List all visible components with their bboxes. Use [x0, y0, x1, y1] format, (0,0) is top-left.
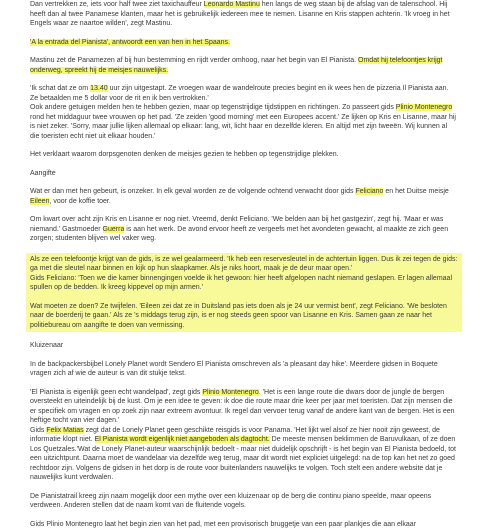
paragraph [30, 520, 458, 529]
text-run: In de backpackersbijbel Lonely Planet wordt Sendero El Pianista omschreven als 'a pleasant day hike'. Meerdere gidsen in Boquete vragen zich af wie de auteur is van dit stukje tekst. [30, 361, 438, 378]
section-heading [30, 169, 458, 179]
text-run: Kluizenaar [30, 342, 63, 349]
paragraph [30, 150, 458, 160]
paragraph [30, 56, 458, 75]
text-run: Als ze een telefoontje krijgt van de gids, is ze wel gealarmeerd. 'Ik heb een reservesleutel in de achtertuin liggen. Dus ik zei tegen de gids: ga met die sleutel naar binnen en kijk op hun slaapkamer. Als je niks hoort, maak je de deur maar open.' Gids Feliciano: 'Toen we die kamer binnengingen voelde ik het gewoon: hier heeft afgelopen nacht niemand geslapen. Er lagen allemaal spullen op de bedden. Ik kreeg kippevel op mijn armen.' [30, 256, 457, 292]
paragraph [30, 215, 458, 244]
paragraph-gap [30, 206, 458, 215]
text-run: Wat er dan met hen gebeurt, is onzeker. In elk geval worden ze de volgende ochtend verwacht door gids [30, 188, 355, 195]
section-heading [30, 341, 458, 351]
highlighted-text: Plinio Montenegro [396, 104, 452, 111]
paragraph-gap [30, 141, 458, 150]
block-paragraph [30, 302, 458, 331]
text-run: . 'Het is een lange route die dwars door de jungle de bergen oversteekt en uiteindelijk bij de kust. Om je een idee te geven: ik doe die route maar drie keer per jaar met toeristen. Dat zijn mensen die er specifiek om vragen en op zoek zijn naar extreem avontuur. Ik regel dan vervoer terug vanaf de andere kant van de bergen. Het is een heftige tocht van vier dagen.' [30, 389, 455, 425]
paragraph-gap [30, 332, 458, 341]
paragraph-gap [30, 244, 458, 253]
text-run: Aangifte [30, 170, 56, 177]
highlighted-text: Plinio Montenegro [202, 389, 258, 396]
paragraph [30, 0, 458, 29]
text-run: uur zijn uitgestapt. Ze vroegen waar de wandelroute precies begint en ik wees hen de pizzeria Il Pianista aan. Ze betaalden me 5 dollar voor de rit en ik ben vertrokken.' [30, 85, 449, 102]
text-run: Het verklaart waarom dorpsgenoten denken de meisjes gezien te hebben op tegenstrijdige plekken. [30, 151, 339, 158]
highlighted-text: Feliciano [355, 188, 383, 195]
text-run: Ook andere getuigen melden hen te hebben gezien, maar op tegenstrijdige tijdstippen en richtingen. Zo passeert gids [30, 104, 396, 111]
highlighted-text: Omdat hij telefoontjes krijgt onderweg, spreekt hij de meisjes nauwelijks. [30, 57, 442, 74]
paragraph-gap [30, 351, 458, 360]
text-run: 'Ik schat dat ze om [30, 85, 90, 92]
text-run: 'El Pianista is eigenlijk geen echt wandelpad', zegt gids [30, 389, 202, 396]
paragraph-gap [30, 178, 458, 187]
paragraph-gap [30, 160, 458, 169]
text-run: zegt dat de Lonely Planet geen geschikte reisgids is voor Panama. 'Het lijkt wel alsof ze hier nooit zijn geweest, de informatie klopt niet. [30, 427, 440, 444]
text-run: Mastinu zet de Panamezen af bij hun bestemming en rijdt verder omhoog, naar het begin van El Pianista. [30, 57, 358, 64]
paragraph [30, 388, 458, 483]
highlighted-text: El Pianista wordt eigenlijk niet aangeboden als dagtocht. [95, 436, 270, 443]
text-run: De Pianistatrail kreeg zijn naam mogelijk door een mythe over een kluizenaar op de berg die continu piano speelde, maar opeens verdween. Anderen stellen dat de naam komt van de fluitende vogels. [30, 493, 431, 510]
highlighted-text: 'A la entrada del Pianista', antwoordt een van hen in het Spaans. [30, 39, 230, 46]
paragraph [30, 187, 458, 206]
text-run: hen langs de weg staan bij de afslag van de talenschool. Hij heeft dan al twee Panamese klanten, maar het is gebruikelijk iedereen mee te nemen. Lisanne en Kris stappen achterin. 'Ik vroeg in het Engels waar ze naartoe wilden', zegt Mastinu. [30, 1, 450, 27]
paragraph-gap [30, 29, 458, 38]
highlighted-text: Guerra [103, 226, 125, 233]
text-run: is aan het werk. De avond ervoor heeft ze vergeefs met het avondeten gewacht, al maakte ze zich geen zorgen; studenten blijven wel vaker weg. [30, 226, 448, 243]
text-run: Om kwart over acht zijn Kris en Lisanne er nog niet. Vreemd, denkt Feliciano. 'We belden aan bij het gastgezin', zegt hij. 'Maar er was niemand.' Gastmoeder [30, 216, 443, 233]
paragraph [30, 84, 458, 141]
paragraph-gap [30, 75, 458, 84]
highlighted-text: Felix Matias [46, 427, 83, 434]
text-run: Wat moeten ze doen? Ze twijfelen. 'Eileen zei dat ze in Duitsland pas iets doen als je 24 uur vermist bent', zegt Feliciano. 'We besloten naar de boerderij te gaan.' Als ze 's middags terug zijn, is er nog steeds geen spoor van Lisanne en Kris. Samen gaan ze naar het politiebureau om aangifte te doen van vermissing. [30, 303, 447, 329]
highlighted-text: Leonardo Mastinu [204, 1, 260, 8]
text-run: Gids Plinio Montenegro laat het begin zien van het pad, met een provisorisch bruggetje van een paar plankjes die aan elkaar [30, 521, 416, 528]
text-run: en het Duitse meisje [383, 188, 448, 195]
paragraph-gap [30, 483, 458, 492]
paragraph-gap [30, 379, 458, 388]
paragraph-gap [30, 293, 458, 302]
block-paragraph [30, 255, 458, 293]
text-run: , voor de koffie toer. [49, 198, 110, 205]
text-run: De meeste mensen beklimmen de Baruvulkaan, of ze doen Los Quetzales.'Wat de Lonely Planet-auteur waarschijnlijk bedoelt - maar niet duidelijk opschrijft - is het begin van El Pianista bedoeld, tot een uitzichtpunt. Daarna moet de wandelaar via dezelfde weg terug, maar dit wordt niet expliciet uitgelegd: na de top kan het net zo goed rechtdoor zijn. Volgens de gidsen in het dorp is de route voor buitenlanders nauwelijks te volgen. Toch stelt een andere website dat je nauwelijks kunt verdwalen. [30, 436, 456, 481]
text-run: Dan vertrekken ze, iets voor half twee ziet taxichauffeur [30, 1, 204, 8]
paragraph-gap [30, 47, 458, 56]
text-run: rond het middaguur twee vrouwen op het pad. 'Ze zeiden 'good morning' met een Europees accent.' Ze lijken op Kris en Lisanne, maar hij is niet zeker. 'Sorry, maar jullie lijken allemaal op elkaar: lang, wit, licht haar en dezelfde kleren. En altijd met zijn tweeën. Wij kunnen al die toeristen echt niet uit elkaar houden.' [30, 114, 456, 140]
paragraph [30, 360, 458, 379]
highlighted-text: 13.40 [90, 85, 108, 92]
paragraph-gap [30, 511, 458, 520]
highlighted-block [26, 253, 462, 333]
highlighted-text: Eileen [30, 198, 49, 205]
paragraph [30, 38, 458, 48]
text-run: Gids [30, 427, 46, 434]
